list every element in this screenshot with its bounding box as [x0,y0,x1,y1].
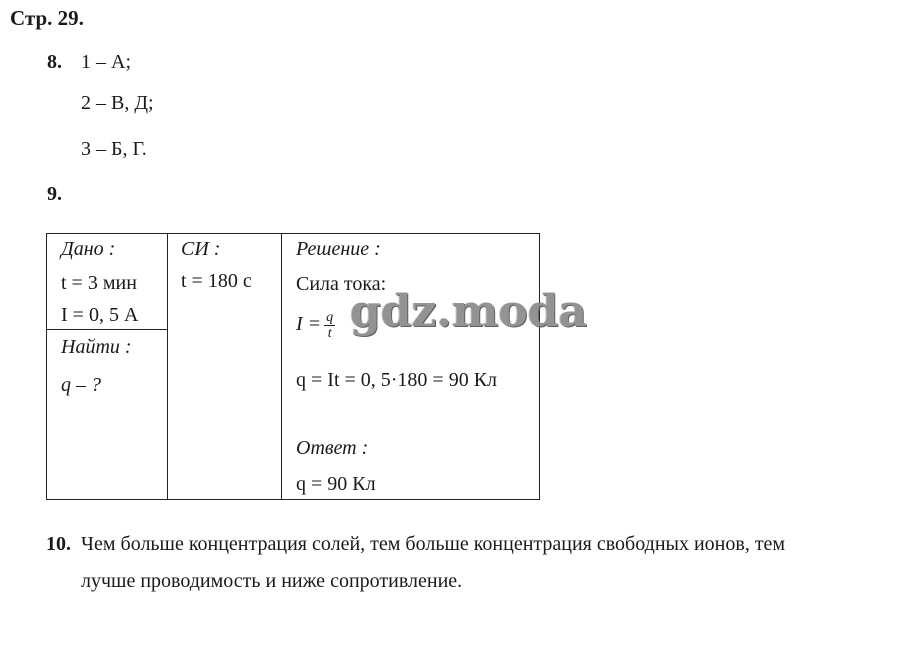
charge-calculation: q = It = 0, 5·180 = 90 Кл [296,369,498,391]
formula-denominator: t [327,326,332,341]
table-divider [281,234,282,499]
question-9-number: 9. [47,183,62,205]
current-formula [296,310,335,341]
formula-lhs: I = [296,313,322,336]
find-charge: q – ? [61,374,101,396]
formula-fraction [324,310,335,341]
page-title: Стр. 29. [10,6,84,30]
si-time: t = 180 с [181,270,252,292]
given-time: t = 3 мин [61,272,137,294]
si-header: СИ : [181,238,221,260]
find-header: Найти : [61,336,132,358]
watermark-logo: gdz.moda [350,286,588,337]
answer-value: q = 90 Кл [296,473,376,495]
solution-line: Сила тока: [296,273,387,295]
question-10-number: 10. [46,533,71,555]
question-8-answer-line: 1 – А; [81,51,131,73]
answer-header: Ответ : [296,437,369,459]
question-10-text-line: Чем больше концентрация солей, тем больше концентрация свободных ионов, тем [81,533,786,555]
table-divider [47,329,167,330]
question-8-answer-line: 3 – Б, Г. [81,138,147,160]
question-10-text-line: лучше проводимость и ниже сопротивление. [81,570,463,592]
table-divider [167,234,168,499]
given-current: I = 0, 5 А [61,304,139,326]
formula-numerator: q [326,310,334,325]
given-header: Дано : [61,238,116,260]
question-8-number: 8. [47,51,62,73]
question-8-answer-line: 2 – В, Д; [81,92,154,114]
solution-header: Решение : [296,238,381,260]
solution-table [46,233,540,500]
